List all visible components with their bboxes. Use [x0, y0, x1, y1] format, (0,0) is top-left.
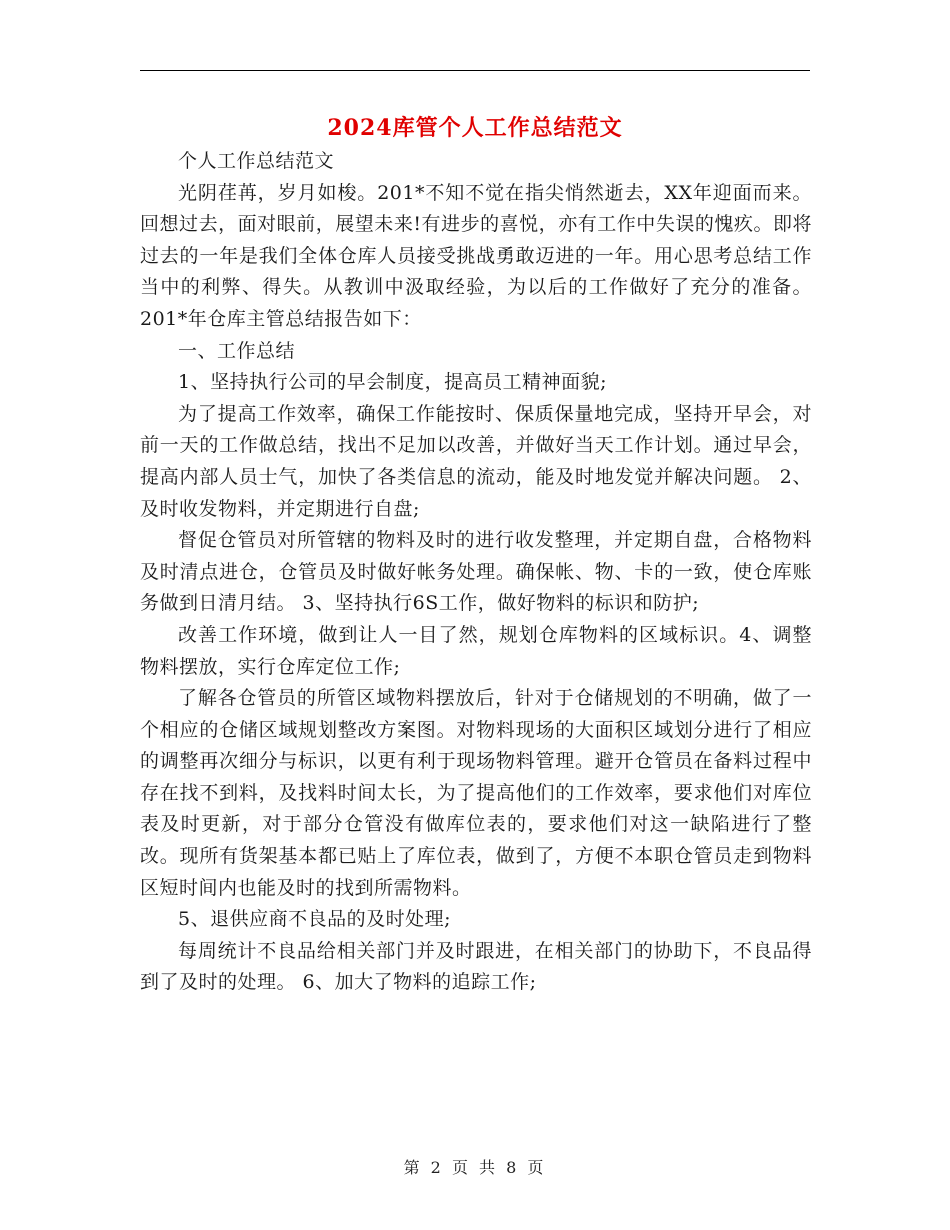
document-body	[140, 146, 812, 999]
paragraph: 了解各仓管员的所管区域物料摆放后，针对于仓储规划的不明确，做了一个相应的仓储区域规划整改方案图。对物料现场的大面积区域划分进行了相应的调整再次细分与标识，以更有利于现场物料管理。避开仓管员在备料过程中存在找不到料，及找料时间太长，为了提高他们的工作效率，要求他们对库位表及时更新，对于部分仓管没有做库位表的，要求他们对这一缺陷进行了整改。现所有货架基本都已贴上了库位表，做到了，方便不本职仓管员走到物料区短时间内也能及时的找到所需物料。	[140, 687, 812, 899]
paragraph: 改善工作环境，做到让人一目了然，规划仓库物料的区域标识。4、调整物料摆放，实行仓库定位工作;	[140, 623, 812, 678]
paragraph: 一、工作总结	[178, 339, 296, 362]
paragraph: 5、退供应商不良品的及时处理;	[178, 908, 451, 931]
paragraph: 光阴荏苒，岁月如梭。201*不知不觉在指尖悄然逝去，XX年迎面而来。回想过去，面对眼前，展望未来!有进步的喜悦，亦有工作中失误的愧疚。即将过去的一年是我们全体仓库人员接受挑战勇敢迈进的一年。用心思考总结工作当中的利弊、得失。从教训中汲取经验，为以后的工作做好了充分的准备。201*年仓库主管总结报告如下：	[140, 181, 812, 330]
paragraph: 每周统计不良品给相关部门并及时跟进，在相关部门的协助下，不良品得到了及时的处理。 6、加大了物料的追踪工作;	[140, 939, 812, 994]
paragraph: 督促仓管员对所管辖的物料及时的进行收发整理，并定期自盘，合格物料及时清点进仓，仓管员及时做好帐务处理。确保帐、物、卡的一致，使仓库账务做到日清月结。 3、坚持执行6S工作，做好物料的标识和防护;	[140, 529, 812, 615]
paragraph: 个人工作总结范文	[178, 150, 335, 172]
page-number-footer: 第 2 页 共 8 页	[403, 1158, 547, 1177]
paragraph: 为了提高工作效率，确保工作能按时、保质保量地完成，坚持开早会，对前一天的工作做总结，找出不足加以改善，并做好当天工作计划。通过早会，提高内部人员士气，加快了各类信息的流动，能及时地发觉并解决问题。 2、及时收发物料，并定期进行自盘;	[140, 402, 812, 520]
document-title: 2024库管个人工作总结范文	[327, 115, 623, 141]
header-rule	[140, 70, 810, 71]
paragraph: 1、坚持执行公司的早会制度，提高员工精神面貌;	[178, 371, 607, 394]
